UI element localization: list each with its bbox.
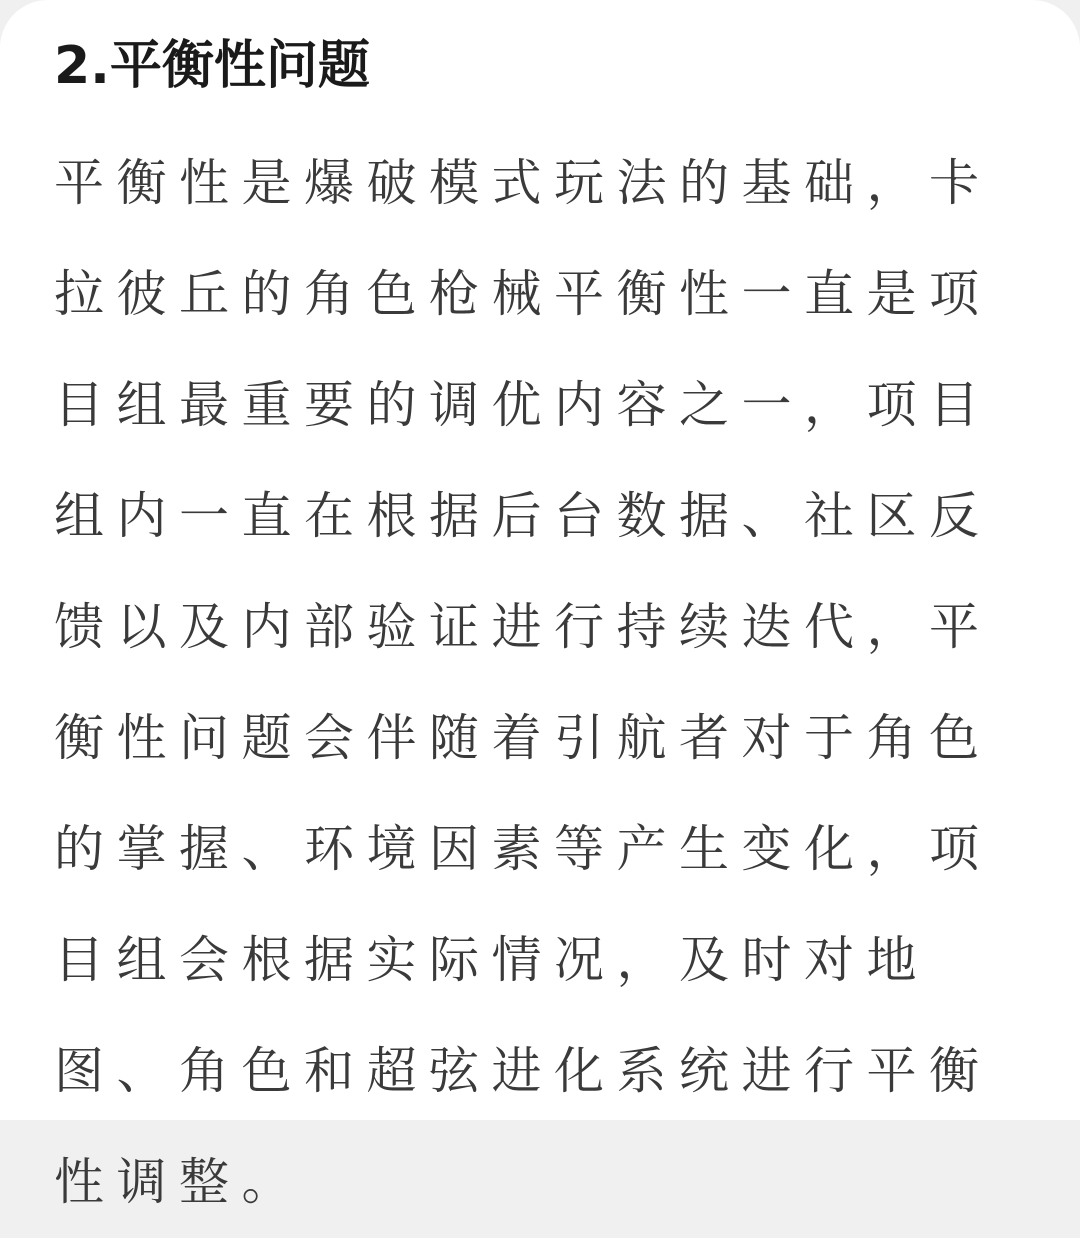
section-paragraph: 平衡性是爆破模式玩法的基础，卡拉彼丘的角色枪械平衡性一直是项目组最重要的调优内容之一，项目组内一直在根据后台数据、社区反馈以及内部验证进行持续迭代，平衡性问题会伴随着引航者对于角色的掌握、环境因素等产生变化，项目组会根据实际情况，及时对地图、角色和超弦进化系统进行平衡性调整。 (54, 154, 992, 1211)
section-heading: 2.平衡性问题 (54, 36, 370, 96)
